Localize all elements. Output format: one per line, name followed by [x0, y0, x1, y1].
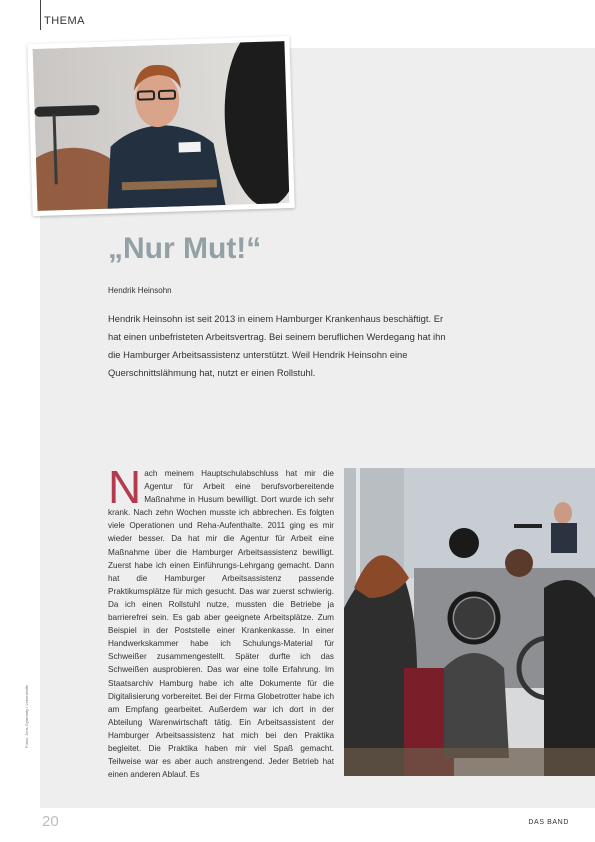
magazine-name: DAS BAND [528, 819, 569, 826]
page-number: 20 [42, 813, 59, 830]
audience-photo-image [344, 468, 595, 776]
audience-photo [344, 468, 595, 776]
article-body [108, 467, 334, 785]
article-headline: „Nur Mut!“ [108, 232, 262, 265]
margin-rule [40, 0, 41, 30]
photo-credit: Fotos: Jens Gyarmaty / Lebenshilfe [24, 685, 29, 748]
section-label: THEMA [44, 15, 85, 27]
speaker-photo [27, 36, 294, 216]
article-lead: Hendrik Heinsohn ist seit 2013 in einem Hamburger Krankenhaus beschäftigt. Er hat einen unbefristeten Arbeitsvertrag. Bei seinem beruflichen Werdegang hat ihn die Hamburger Arbeitsassistenz unterstützt. Weil Hendrik Heinsohn eine Querschnittslähmung hat, nutzt er einen Rollstuhl. [108, 313, 446, 378]
body-text: ach meinem Hauptschulabschluss hat mir die Agentur für Arbeit eine berufsvorbereitende Maßnahme in Husum bewilligt. Dort wurde ich sehr krank. Nach zehn Wochen musste ich abbrechen. Es folgten viele Operationen und Reha-Aufenthalte. 2011 ging es mir wieder besser. Da hat mir die Agentur für Arbeit eine Maßnahme über die Hamburger Arbeitsassistenz bewilligt. Zuerst habe ich einen Einführungs-Lehrgang gemacht. Dann hat die Hamburger Arbeitsassistenz passende Praktikumsplätze für mich gesucht. Das war zuerst schwierig. Da ich einen Rollstuhl nutze, mussten die Betriebe ja barrierefrei sein. Es gab aber geeignete Arbeitsplätze. Zum Beispiel in der Poststelle einer Krankenkasse. In einer Handwerkskammer habe ich Schulungs-Material für Schweißer zusammengestellt. Später durfte ich das Schweißen ausprobieren. Das war eine tolle Erfahrung. Im Staatsarchiv Hamburg habe ich alte Dokumente für die Digitalisierung vorbereitet. Bei der Firma Globetrotter habe ich am Empfang gearbeitet. Außerdem war ich dort in der Abteilung Warenwirtschaft tätig. Ein Arbeitsassistent der Hamburger Arbeitsassistenz hat mich bei den Praktika begleitet. Die Praktika haben mir viel Spaß gemacht. Teilweise war es aber auch anstrengend. Jeder Betrieb hat einen anderen Ablauf. Es [108, 469, 334, 780]
article-author: Hendrik Heinsohn [108, 286, 172, 295]
speaker-photo-image [33, 41, 290, 211]
drop-cap: N [108, 467, 142, 513]
